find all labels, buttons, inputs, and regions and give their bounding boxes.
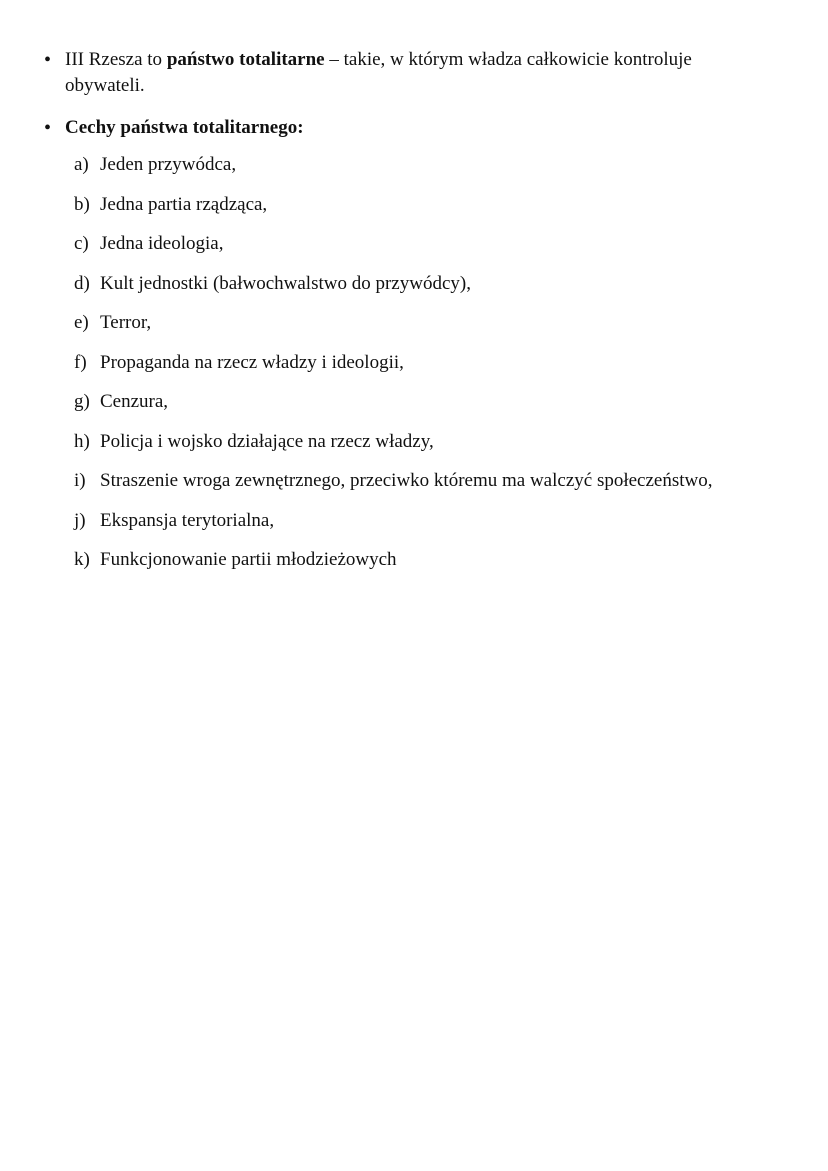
- list-item-text: Jeden przywódca,: [100, 154, 237, 175]
- list-marker: a): [74, 154, 89, 175]
- list-marker: j): [74, 509, 86, 531]
- list-item-text: Ekspansja terytorialna,: [100, 509, 275, 531]
- list-item: [74, 508, 794, 548]
- list-item-text: Jedna partia rządząca,: [100, 193, 268, 215]
- list-item-text: Terror,: [100, 312, 152, 333]
- list-item: [74, 429, 794, 469]
- list-item: [74, 271, 794, 311]
- list-item: [74, 389, 794, 429]
- list-item: [74, 350, 794, 390]
- list-item-text: Funkcjonowanie partii młodzieżowych: [100, 549, 397, 570]
- list-marker: f): [74, 351, 87, 373]
- list-item-text: Jedna ideologia,: [100, 233, 224, 254]
- list-marker: b): [74, 193, 90, 215]
- features-list: [74, 152, 794, 587]
- list-item-text: Straszenie wroga zewnętrznego, przeciwko któremu ma walczyć społeczeństwo,: [100, 470, 713, 491]
- list-marker: e): [74, 312, 89, 333]
- list-marker: d): [74, 272, 90, 294]
- intro-text: [65, 47, 764, 99]
- list-item: [74, 192, 794, 232]
- intro-text-bold: państwo totalitarne: [166, 49, 325, 70]
- list-item: [74, 310, 794, 350]
- list-item: [74, 468, 794, 508]
- list-marker: k): [74, 549, 90, 570]
- list-item-text: Kult jednostki (bałwochwalstwo do przywódcy),: [100, 272, 471, 294]
- list-marker: i): [74, 470, 86, 491]
- list-marker: c): [74, 233, 89, 254]
- list-marker: g): [74, 391, 90, 412]
- bullet-icon: •: [44, 117, 52, 139]
- list-marker: h): [74, 430, 90, 452]
- list-item-text: Propaganda na rzecz władzy i ideologii,: [100, 351, 404, 373]
- intro-text-part2: – takie, w którym władza całkowicie kontroluje obywateli.: [65, 49, 692, 96]
- features-bullet: [44, 115, 764, 141]
- bullet-icon: •: [44, 49, 52, 71]
- list-item: [74, 547, 794, 587]
- intro-text-part1: III Rzesza to: [65, 49, 167, 70]
- list-item: [74, 152, 794, 192]
- list-item-text: Cenzura,: [100, 391, 169, 412]
- list-item-text: Policja i wojsko działające na rzecz władzy,: [100, 430, 434, 452]
- intro-bullet: [44, 47, 764, 99]
- list-item: [74, 231, 794, 271]
- features-heading: Cechy państwa totalitarnego:: [65, 117, 304, 138]
